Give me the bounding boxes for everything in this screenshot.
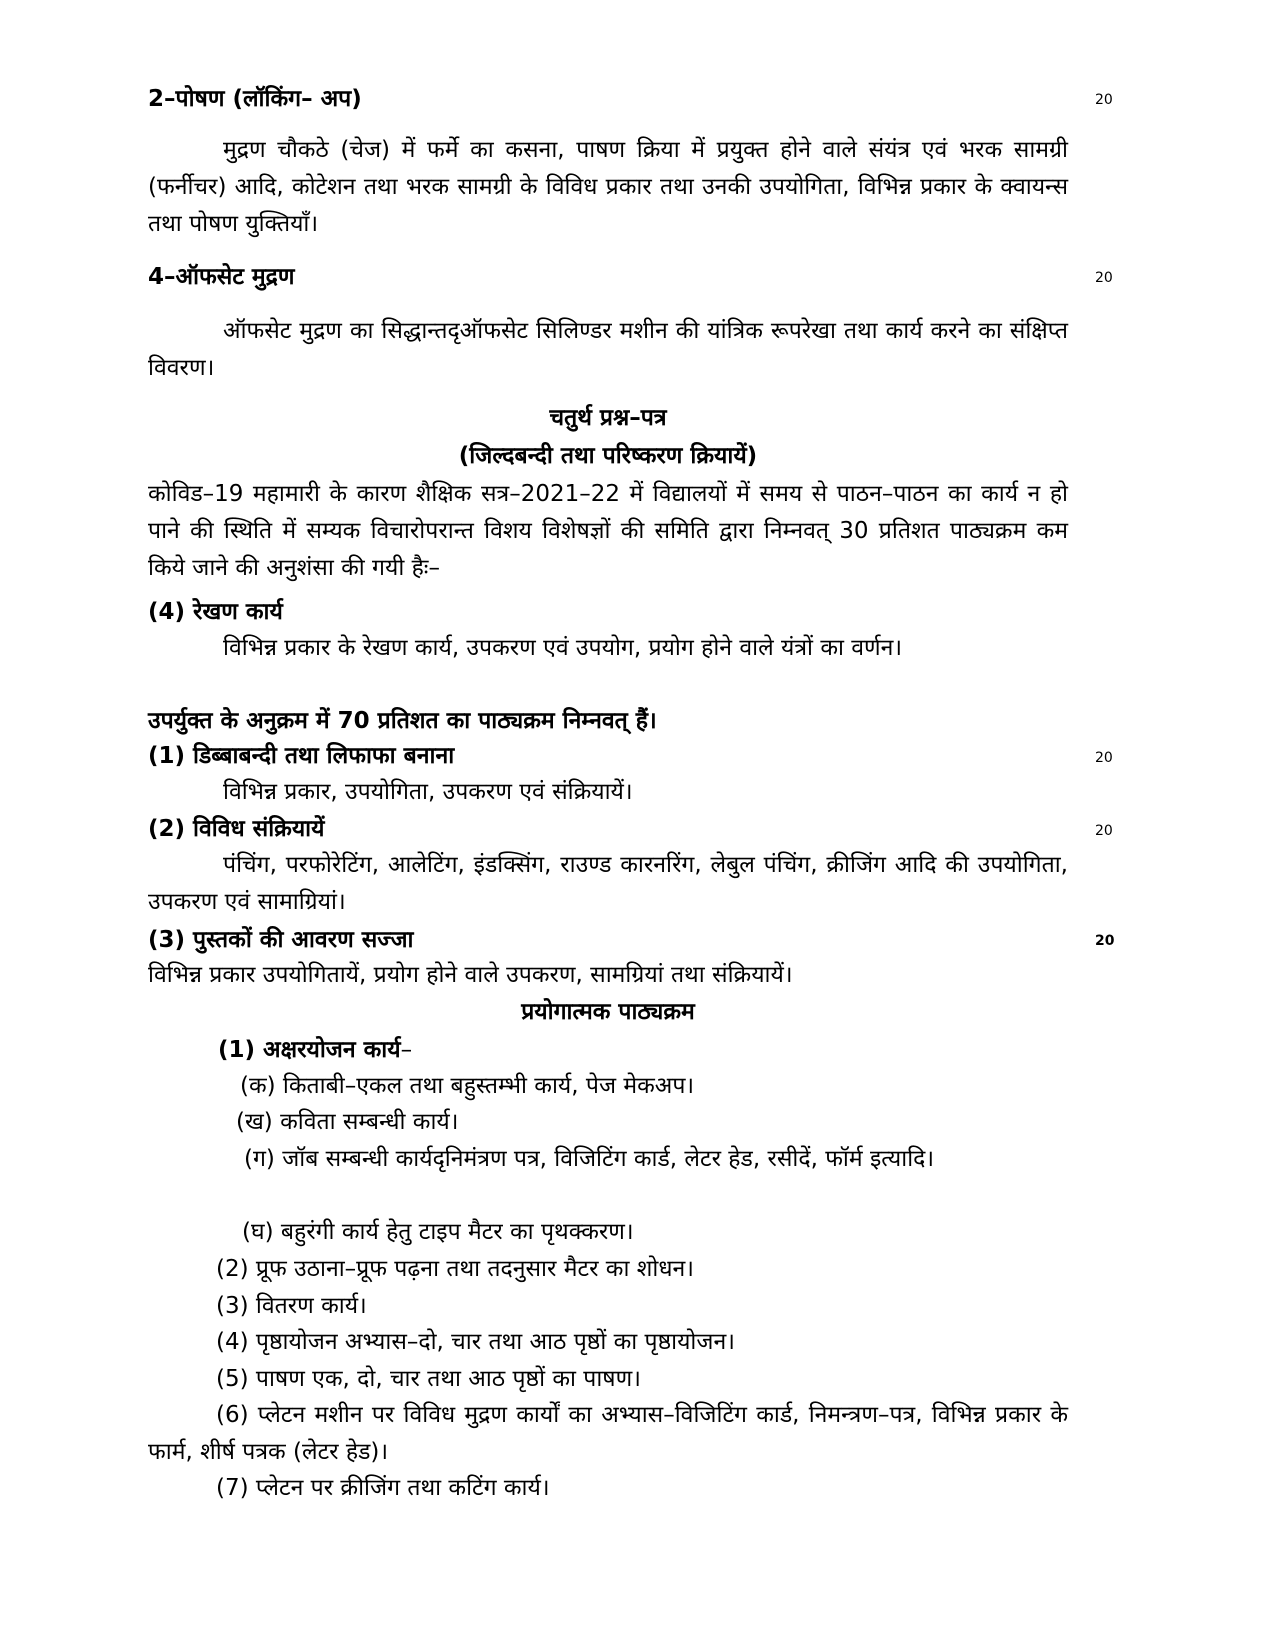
reduced-unit-heading: (4) रेखण कार्य	[148, 599, 283, 625]
practical-item-3: (3) वितरण कार्य।	[216, 1293, 367, 1319]
practical-item-4: (4) पृष्ठायोजन अभ्यास–दो, चार तथा आठ पृष्ठों का पृष्ठायोजन।	[216, 1329, 735, 1355]
unit-2-heading: (2) विविध संक्रियायें	[148, 816, 325, 842]
paper-title: चतुर्थ प्रश्न–पत्र	[549, 405, 667, 431]
practical-item-1-heading	[148, 1035, 1068, 1065]
unit-3-marks: 20	[1095, 933, 1115, 949]
practical-item-1-label: (1) अक्षरयोजन कार्य	[218, 1037, 401, 1063]
unit-1-heading: (1) डिब्बाबन्दी तथा लिफाफा बनाना	[148, 743, 455, 769]
section-4-marks: 20	[1095, 270, 1113, 286]
paper-subtitle: (जिल्दबन्दी तथा परिष्करण क्रियायें)	[458, 443, 758, 469]
section-2-heading: 2–पोषण (लॉकिंग– अप)	[148, 86, 362, 112]
section-2-body: मुद्रण चौकठे (चेज) में फर्मे का कसना, पाषण क्रिया में प्रयुक्त होने वाले संयंत्र एवं भरक सामग्री (फर्नीचर) आदि, कोटेशन तथा भरक सामग्री के विविध प्रकार तथा उनकी उपयोगिता, विभिन्न प्रकार के क्वायन्स तथा पोषण युक्तियाँ।	[148, 137, 1068, 237]
section-4-body: ऑफसेट मुद्रण का सिद्धान्तदृऑफसेट सिलिण्डर मशीन की यांत्रिक रूपरेखा तथा कार्य करने का संक्षिप्त विवरण।	[148, 318, 1068, 381]
sub-item-kha: (ख) कविता सम्बन्धी कार्य।	[236, 1109, 459, 1135]
practical-title: प्रयोगात्मक पाठ्यक्रम	[521, 999, 695, 1025]
unit-1-marks: 20	[1095, 750, 1113, 766]
practical-item-7: (7) प्लेटन पर क्रीजिंग तथा कटिंग कार्य।	[216, 1475, 550, 1501]
practical-item-5: (5) पाषण एक, दो, चार तथा आठ पृष्ठों का पाषण।	[216, 1366, 641, 1392]
section-2-marks: 20	[1095, 92, 1113, 108]
reduced-unit-body: विभिन्न प्रकार के रेखण कार्य, उपकरण एवं उपयोग, प्रयोग होने वाले यंत्रों का वर्णन।	[223, 635, 903, 661]
syllabus-70-heading: उपर्युक्त के अनुक्रम में 70 प्रतिशत का पाठ्यक्रम निम्नवत् हैं।	[148, 708, 657, 734]
unit-2-body: पंचिंग, परफोरेटिंग, आलेटिंग, इंडक्सिंग, राउण्ड कारनरिंग, लेबुल पंचिंग, क्रीजिंग आदि की उपयोगिता, उपकरण एवं सामाग्रियां।	[148, 852, 1068, 915]
unit-1-body: विभिन्न प्रकार, उपयोगिता, उपकरण एवं संक्रियायें।	[223, 779, 633, 805]
sub-item-ga: (ग) जॉब सम्बन्धी कार्यदृनिमंत्रण पत्र, विजिटिंग कार्ड, लेटर हेड, रसीदें, फॉर्म इत्यादि।	[244, 1146, 935, 1172]
unit-3-heading: (3) पुस्तकों की आवरण सज्जा	[148, 927, 414, 953]
unit-2-marks: 20	[1095, 823, 1113, 839]
unit-3-body: विभिन्न प्रकार उपयोगितायें, प्रयोग होने वाले उपकरण, सामग्रियां तथा संक्रियायें।	[148, 962, 793, 988]
practical-item-6: (6) प्लेटन मशीन पर विविध मुद्रण कार्यों का अभ्यास–विजिटिंग कार्ड, निमन्त्रण–पत्र, विभिन्न प्रकार के फार्म, शीर्ष पत्रक (लेटर हेड)।	[148, 1402, 1068, 1465]
practical-item-1-dash: –	[400, 1037, 413, 1063]
intro-paragraph: कोविड–19 महामारी के कारण शैक्षिक सत्र–2021–22 में विद्यालयों में समय से पाठन–पाठन का कार्य न हो पाने की स्थिति में सम्यक विचारोपरान्त विशय विशेषज्ञों की समिति द्वारा निम्नवत् 30 प्रतिशत पाठ्यक्रम कम किये जाने की अनुशंसा की गयी हैः–	[148, 481, 1068, 581]
section-4-heading: 4–ऑफसेट मुद्रण	[148, 264, 295, 290]
practical-item-2: (2) प्रूफ उठाना–प्रूफ पढ़ना तथा तदनुसार मैटर का शोधन।	[216, 1256, 694, 1282]
sub-item-ka: (क) किताबी–एकल तथा बहुस्तम्भी कार्य, पेज मेकअप।	[240, 1073, 695, 1099]
sub-item-gha: (घ) बहुरंगी कार्य हेतु टाइप मैटर का पृथक्करण।	[242, 1219, 634, 1245]
